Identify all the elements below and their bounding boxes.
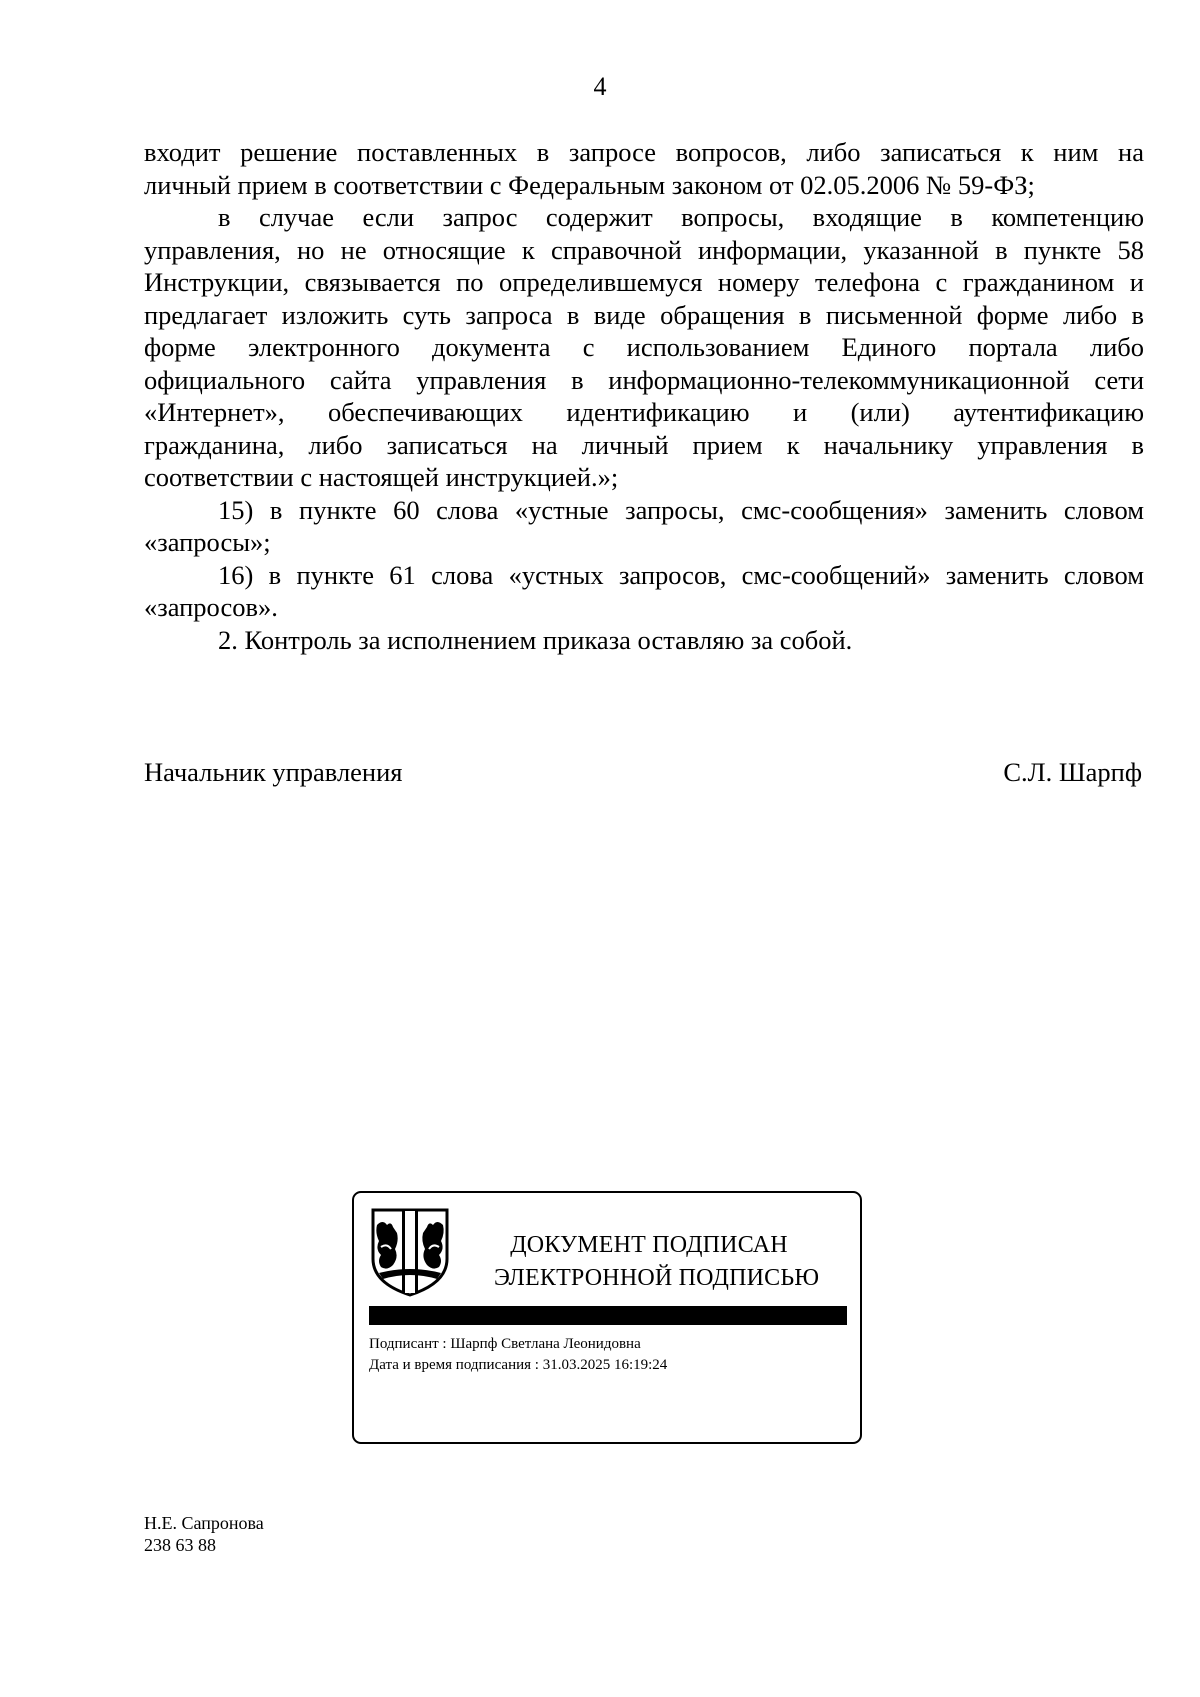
text-line: гражданина, либо записаться на личный прием к начальнику управления в — [144, 429, 1144, 460]
text-line: 2. Контроль за исполнением приказа оставляю за собой. — [218, 624, 853, 655]
text-line: входит решение поставленных в запросе вопросов, либо записаться к ним на — [144, 137, 1144, 167]
text-line: соответствии с настоящей инструкцией.»; — [144, 462, 619, 492]
text-line: форме электронного документа с использованием Единого портала либо — [144, 332, 1144, 362]
paragraph-control — [144, 624, 1144, 657]
stamp-signer: Подписант : Шарпф Светлана Леонидовна — [369, 1336, 641, 1352]
paragraph-inquiry-handling — [144, 201, 1144, 494]
page-number: 4 — [593, 72, 607, 101]
text-line: «Интернет», обеспечивающих идентификацию и (или) аутентификацию — [144, 397, 1144, 427]
signer-position: Начальник управления — [144, 757, 403, 787]
text-line: предлагает изложить суть запроса в виде обращения в письменной форме либо в — [144, 299, 1144, 330]
text-line: личный прием в соответствии с Федеральным законом от 02.05.2006 № 59-ФЗ; — [144, 169, 1035, 200]
executor-info — [144, 1512, 264, 1556]
stamp-title-line: ДОКУМЕНТ ПОДПИСАН — [510, 1232, 788, 1258]
executor-name: Н.Е. Сапронова — [144, 1513, 264, 1533]
paragraph-item-16 — [144, 559, 1144, 624]
signer-name: С.Л. Шарпф — [1003, 757, 1142, 787]
text-line: Инструкции, связывается по определившемуся номеру телефона с гражданином и — [144, 267, 1144, 297]
text-line: «запросов». — [144, 592, 278, 622]
text-line: 15) в пункте 60 слова «устные запросы, смс-сообщения» заменить словом — [218, 494, 1144, 525]
stamp-title — [494, 1229, 820, 1295]
text-line: «запросы»; — [144, 527, 271, 557]
text-line: 16) в пункте 61 слова «устных запросов, смс-сообщений» заменить словом — [218, 559, 1144, 590]
electronic-signature-stamp — [352, 1191, 862, 1444]
paragraph-continuation — [144, 136, 1144, 201]
stamp-divider-bar — [369, 1306, 847, 1325]
text-line: управления, но не относящие к справочной информации, указанной в пункте 58 — [144, 234, 1144, 265]
stamp-details — [369, 1334, 667, 1376]
stamp-signed-at: Дата и время подписания : 31.03.2025 16:19:24 — [369, 1357, 668, 1373]
document-body — [144, 136, 1144, 656]
coat-of-arms-icon — [369, 1207, 451, 1297]
executor-phone: 238 63 88 — [144, 1535, 216, 1555]
paragraph-item-15 — [144, 494, 1144, 559]
text-line: в случае если запрос содержит вопросы, входящие в компетенцию — [218, 202, 1144, 232]
text-line: официального сайта управления в информационно-телекоммуникационной сети — [144, 364, 1144, 395]
stamp-title-line: ЭЛЕКТРОННОЙ ПОДПИСЬЮ — [494, 1265, 820, 1291]
